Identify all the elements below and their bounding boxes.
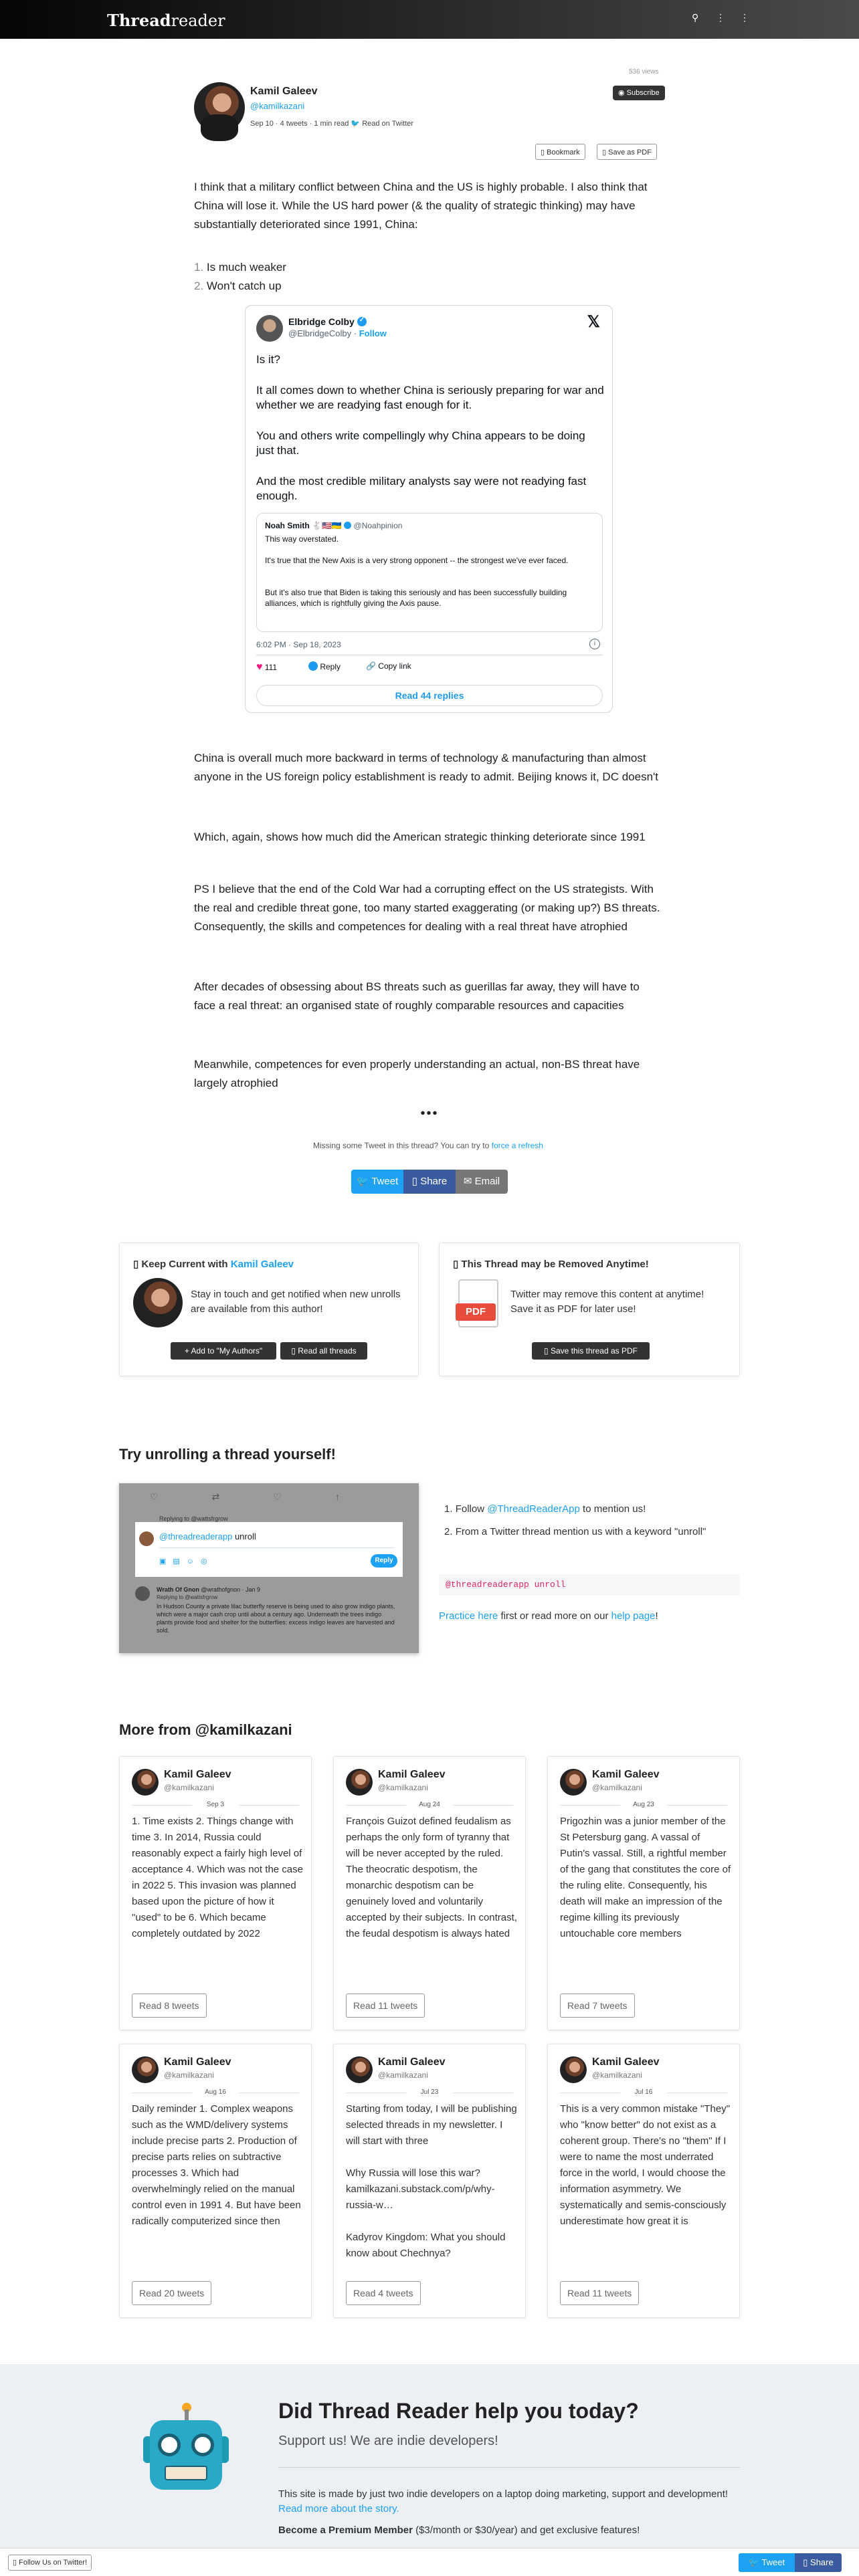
- keep-current-title-text: Keep Current with: [141, 1259, 228, 1270]
- twitter-icon: 🐦: [748, 2557, 762, 2567]
- thread-removed-title-text: This Thread may be Removed Anytime!: [461, 1259, 649, 1270]
- robot-icon: [143, 2403, 229, 2496]
- read-on-twitter-link[interactable]: Read on Twitter: [362, 120, 414, 128]
- embed-author-name[interactable]: [288, 316, 367, 327]
- embed-text: It all comes down to whether China is seriously preparing for war and whether we are readying fast enough for it.: [256, 384, 604, 411]
- embed-timestamp[interactable]: 6:02 PM · Sep 18, 2023: [256, 640, 341, 649]
- unroll-demo-image: [119, 1483, 419, 1653]
- warning-icon: ▯: [453, 1259, 462, 1270]
- keep-current-card: [119, 1243, 419, 1376]
- reply-label: Reply: [320, 662, 341, 671]
- card-date: Aug 24: [346, 1801, 513, 1808]
- keep-current-text: Stay in touch and get notified when new unrolls are available from this author!: [191, 1289, 401, 1315]
- demo-tweet-avatar: [135, 1586, 150, 1601]
- unroll-section-title: Try unrolling a thread yourself!: [119, 1446, 336, 1463]
- demo-replying-2: Replying to @wattsfrgrow: [157, 1594, 218, 1600]
- save-pdf-button[interactable]: [597, 144, 657, 160]
- bookmark-label: Bookmark: [547, 148, 580, 156]
- card-author-handle: @kamilkazani: [592, 1783, 642, 1792]
- tweet-text-4: PS I believe that the end of the Cold War had a corrupting effect on the US strategists. With the real and credible threat gone, too many started exaggerating (or making up?) BS threats. Consequently, the skills and competences for dealing with a real threat have atrophied: [194, 883, 660, 933]
- list-item: [194, 277, 662, 296]
- threadreaderapp-link[interactable]: @ThreadReaderApp: [487, 1503, 580, 1515]
- brand-logo[interactable]: [107, 11, 225, 30]
- card-author-name[interactable]: Kamil Galeev: [378, 2056, 446, 2068]
- list-text: Is much weaker: [206, 261, 286, 274]
- card-avatar[interactable]: [132, 1769, 159, 1796]
- verified-icon: [357, 317, 367, 326]
- more-icon[interactable]: ⋮: [740, 12, 749, 23]
- demo-action-icons: ♡⇄♡↑: [150, 1491, 393, 1502]
- copy-link-label: Copy link: [378, 661, 411, 671]
- card-author-handle: @kamilkazani: [378, 2070, 428, 2080]
- top-nav: [0, 0, 859, 39]
- card-author-name[interactable]: Kamil Galeev: [164, 2056, 231, 2068]
- thread-removed-card: [439, 1243, 740, 1376]
- read-tweets-button[interactable]: Read 20 tweets: [132, 2281, 211, 2305]
- list-number: 2.: [194, 280, 204, 292]
- author-avatar[interactable]: [133, 1278, 183, 1327]
- read-tweets-button[interactable]: Read 4 tweets: [346, 2281, 421, 2305]
- bookmark-button[interactable]: [535, 144, 585, 160]
- robot-eye: [158, 2434, 181, 2456]
- card-body: François Guizot defined feudalism as perhaps the only form of tyranny that will be never accepted by the ruled. The theocratic despotism, the monarchic despotism can be genuinely loved and voluntarily accepted by their subjects. In contrast, the feudal despotism is always hated: [346, 1816, 517, 1939]
- thread-card[interactable]: [119, 1756, 312, 2030]
- card-author-name[interactable]: Kamil Galeev: [592, 1769, 660, 1780]
- quote-text: This way overstated.: [265, 534, 339, 544]
- pdf-file-icon: [458, 1279, 498, 1327]
- ellipsis-icon[interactable]: ⋮: [716, 12, 725, 23]
- help-subtitle: Support us! We are indie developers!: [278, 2434, 498, 2448]
- info-icon[interactable]: i: [589, 639, 600, 649]
- step-2: 2. From a Twitter thread mention us with a keyword "unroll": [444, 1526, 706, 1537]
- embed-author-handle: @ElbridgeColby · Follow: [288, 328, 387, 338]
- card-body: 1. Time exists 2. Things change with time 3. In 2014, Russia could reasonably expect a fairly high level of acceptance 4. Which was not the case in 2022 5. This invasion was planned based upon the picture of how it "used" to be 6. Which became completely outdated by 2022: [132, 1816, 303, 1939]
- save-thread-pdf-button[interactable]: [532, 1342, 650, 1360]
- demo-toolbar-icons: ▣▤☺◎: [159, 1558, 214, 1566]
- email-button[interactable]: [456, 1170, 508, 1194]
- force-refresh-link[interactable]: force a refresh: [491, 1141, 543, 1150]
- demo-tweet-text: In Hudson County a private lilac butterfly reserve is being used to also grow indigo plants, which were a major cash crop until about a century ago. Underneath the trees indigo plants provide food and shelter for the butterflies: excess indigo leaves are harvested and sold.: [157, 1603, 395, 1634]
- tweet-text-5: After decades of obsessing about BS threats such as guerillas far away, they will have to face a real threat: an organised state of roughly comparable resources and capacities: [194, 980, 640, 1012]
- subscribe-label: Subscribe: [626, 89, 660, 97]
- twitter-bird-icon: 🐦: [351, 120, 361, 128]
- embed-text: And the most credible military analysts say were not readying fast enough.: [256, 475, 587, 502]
- add-to-my-authors-button[interactable]: + Add to "My Authors": [171, 1342, 276, 1360]
- missing-tweet-note: [194, 1141, 662, 1150]
- thread-removed-text: Twitter may remove this content at anytime! Save it as PDF for later use!: [510, 1289, 704, 1315]
- card-body: Daily reminder 1. Complex weapons such as the WMD/delivery systems include precise parts 2. Production of precise parts relies on subtractive processes 3. Which had overwhelmingly relied on the manual control even in 1991 4. But have been radically computerized since then: [132, 2103, 301, 2227]
- read-all-label: Read all threads: [298, 1346, 357, 1356]
- embed-name-text: Elbridge Colby: [288, 316, 355, 327]
- share-button[interactable]: [403, 1170, 456, 1194]
- fixed-share-bar: [0, 2548, 859, 2576]
- tweet-label: Tweet: [371, 1176, 399, 1187]
- card-date: Jul 16: [560, 2088, 727, 2096]
- author-name[interactable]: Kamil Galeev: [250, 86, 318, 97]
- tweet-share-button[interactable]: [351, 1170, 403, 1194]
- thread-card[interactable]: [333, 2044, 526, 2318]
- follow-us-label: Follow Us on Twitter!: [19, 2559, 87, 2567]
- card-avatar[interactable]: [346, 2056, 373, 2083]
- follow-link[interactable]: Follow: [359, 328, 387, 338]
- demo-divider: [159, 1547, 395, 1548]
- brand-light: reader: [171, 11, 225, 30]
- keep-current-title: [133, 1258, 294, 1270]
- search-icon[interactable]: ⚲: [692, 12, 699, 23]
- read-story-link[interactable]: Read more about the story.: [278, 2503, 399, 2514]
- card-avatar[interactable]: [346, 1769, 373, 1796]
- embed-text: Is it?: [256, 353, 280, 366]
- read-tweets-button[interactable]: Read 8 tweets: [132, 1994, 207, 2018]
- premium-text: ($3/month or $30/year) and get exclusive features!: [415, 2525, 640, 2536]
- reply-button[interactable]: [308, 661, 341, 671]
- quote-handle: @Noahpinion: [353, 521, 403, 530]
- twitter-icon: ▯: [13, 2559, 19, 2567]
- help-page-link[interactable]: help page: [611, 1610, 656, 1622]
- link-icon: 🔗: [366, 661, 376, 671]
- embed-handle-text: @ElbridgeColby: [288, 328, 352, 338]
- list-text: Won't catch up: [206, 280, 282, 292]
- robot-mouth: [165, 2466, 207, 2480]
- list-icon: ▯: [291, 1346, 298, 1356]
- demo-reply-box: [135, 1522, 403, 1577]
- missing-text: Missing some Tweet in this thread? You can try to: [313, 1141, 490, 1150]
- verified-icon: [344, 522, 351, 529]
- card-author-name[interactable]: Kamil Galeev: [378, 1769, 446, 1780]
- step2-text: From a Twitter thread mention us with a keyword "unroll": [455, 1526, 706, 1537]
- demo-avatar: [139, 1531, 154, 1546]
- share-icon: ▯: [411, 1176, 421, 1187]
- brand-bold: Thread: [107, 11, 171, 30]
- unroll-steps: [444, 1502, 739, 1539]
- read-tweets-button[interactable]: Read 11 tweets: [346, 1994, 425, 2018]
- help-title: Did Thread Reader help you today?: [278, 2399, 639, 2423]
- card-author-handle: @kamilkazani: [378, 1783, 428, 1792]
- premium-link[interactable]: Become a Premium Member: [278, 2525, 413, 2536]
- card-date: Sep 3: [132, 1801, 299, 1808]
- list-number: 1.: [194, 261, 204, 274]
- thread-meta: [250, 119, 413, 128]
- fixed-share-button[interactable]: [795, 2553, 842, 2572]
- tweet-text-2: China is overall much more backward in terms of technology & manufacturing than almost anyone in the US foreign policy establishment is ready to admit. Beijing knows it, DC doesn't: [194, 752, 658, 783]
- share-icon: ▯: [803, 2557, 811, 2567]
- read-tweets-button[interactable]: Read 11 tweets: [560, 2281, 639, 2305]
- card-author-handle: @kamilkazani: [592, 2070, 642, 2080]
- thread-removed-title: [453, 1258, 649, 1270]
- embed-avatar[interactable]: [256, 315, 283, 342]
- like-button[interactable]: [256, 661, 277, 673]
- thread-meta-text: Sep 10 · 4 tweets · 1 min read: [250, 120, 349, 128]
- help-text-body: This site is made by just two indie developers on a laptop doing marketing, support and development!: [278, 2488, 729, 2500]
- thread-card[interactable]: [333, 1756, 526, 2030]
- demo-mention: @threadreaderapp: [159, 1531, 233, 1541]
- tweet-text-3: Which, again, shows how much did the American strategic thinking deteriorate since 1991: [194, 831, 646, 843]
- quote-header: [265, 520, 593, 531]
- thread-card[interactable]: [547, 1756, 740, 2030]
- bookmark-icon: ▯: [541, 148, 547, 156]
- quote-author-name: Noah Smith 🐇🇺🇸🇺🇦: [265, 521, 342, 530]
- card-author-name[interactable]: Kamil Galeev: [164, 1769, 231, 1780]
- x-logo-icon[interactable]: 𝕏: [587, 313, 600, 331]
- fixed-tweet-button[interactable]: [739, 2553, 795, 2572]
- quote-text: But it's also true that Biden is taking this seriously and has been successfully building alliances, which is rightfully giving the Axis pause.: [265, 588, 567, 608]
- demo-reply-button: Reply: [371, 1554, 397, 1568]
- tweet-text-1: I think that a military conflict between China and the US is highly probable. I also think that China will lose it. While the US hard power (& the quality of strategic thinking) may have substantially deteriorated since 1991, China:: [194, 181, 648, 231]
- card-avatar[interactable]: [132, 2056, 159, 2083]
- demo-tweet-name: Wrath Of Gnon: [157, 1586, 199, 1593]
- twitter-icon: 🐦: [356, 1176, 372, 1187]
- card-date: Jul 23: [346, 2088, 513, 2096]
- share-label: Share: [420, 1176, 448, 1187]
- card-author-handle: @kamilkazani: [164, 1783, 214, 1792]
- demo-input: @threadreaderapp unroll: [159, 1531, 256, 1541]
- fixed-tweet-label: Tweet: [761, 2557, 785, 2567]
- thread-end-ellipsis: •••: [420, 1106, 439, 1121]
- demo-tweet-header: [157, 1586, 260, 1593]
- robot-eye: [191, 2434, 214, 2456]
- premium-line: [278, 2525, 640, 2536]
- read-tweets-button[interactable]: Read 7 tweets: [560, 1994, 635, 2018]
- tweet-list: [194, 258, 662, 296]
- embedded-tweet[interactable]: [245, 305, 613, 713]
- save-pdf-label: Save as PDF: [608, 148, 652, 156]
- practice-line: [439, 1610, 658, 1622]
- demo-replying: Replying to @wattsfrgrow: [159, 1515, 228, 1522]
- divider: [278, 2467, 740, 2468]
- quote-text: It's true that the New Axis is a very strong opponent -- the strongest we've ever faced.: [265, 556, 569, 565]
- pdf-icon: ▯: [602, 148, 609, 156]
- card-date: Aug 16: [132, 2088, 299, 2096]
- support-section: [0, 2364, 859, 2576]
- step1-pre: Follow: [455, 1503, 485, 1515]
- tweet-text-6: Meanwhile, competences for even properly understanding an actual, non-BS threat have largely atrophied: [194, 1058, 640, 1089]
- card-avatar[interactable]: [560, 2056, 587, 2083]
- card-author-name[interactable]: Kamil Galeev: [592, 2056, 660, 2068]
- list-item: [194, 258, 662, 277]
- bell-icon: ◉: [618, 89, 627, 97]
- robot-head: [150, 2420, 222, 2490]
- step1-post: to mention us!: [583, 1503, 646, 1515]
- save-thread-pdf-label: Save this thread as PDF: [550, 1346, 638, 1356]
- card-body: This is a very common mistake "They" who "know better" do not exist as a coherent group. There's no "them" If I were to name the most underrated force in the world, I would choose the information asymmetry. We systematically and semis-consciously underestimate how great it is: [560, 2103, 731, 2227]
- like-count: 111: [264, 663, 278, 672]
- email-icon: ✉: [463, 1176, 475, 1187]
- heart-icon: ♥: [256, 661, 263, 673]
- unroll-code: @threadreaderapp unroll: [439, 1574, 740, 1596]
- author-avatar[interactable]: [194, 82, 245, 133]
- thread-card[interactable]: [119, 2044, 312, 2318]
- embed-text: You and others write compellingly why China appears to be doing just that.: [256, 429, 585, 457]
- pdf-icon: ▯: [544, 1346, 551, 1356]
- practice-end: !: [655, 1610, 658, 1622]
- thread-card[interactable]: [547, 2044, 740, 2318]
- step-1: 1. Follow @ThreadReaderApp to mention us!: [444, 1503, 646, 1515]
- card-body: Prigozhin was a junior member of the St Petersburg gang. A vassal of Putin's vassal. Still, a rightful member of the gang that constitutes the core of the ruling elite. Consequently, his death will make an impression of the regime killing its previously untouchable core members: [560, 1816, 731, 1939]
- read-replies-button[interactable]: Read 44 replies: [256, 685, 603, 706]
- author-handle[interactable]: @kamilkazani: [250, 101, 305, 111]
- pdf-badge: PDF: [456, 1303, 496, 1321]
- help-text: [278, 2487, 733, 2516]
- read-all-threads-button[interactable]: [280, 1342, 367, 1360]
- practice-here-link[interactable]: Practice here: [439, 1610, 498, 1622]
- reply-icon: [308, 661, 318, 671]
- more-from-title: More from @kamilkazani: [119, 1721, 292, 1738]
- card-avatar[interactable]: [560, 1769, 587, 1796]
- demo-tweet-handle: @wrathofgnon · Jan 9: [201, 1586, 261, 1593]
- view-count: 536 views: [629, 68, 659, 76]
- card-body: Starting from today, I will be publishing selected threads in my newsletter. I will start with three Why Russia will lose this war? kamilkazani.substack.com/p/why-russia-w… Kadyrov Kingdom: What you should know about Chechnya?: [346, 2103, 517, 2259]
- card-date: Aug 23: [560, 1801, 727, 1808]
- fixed-share-label: Share: [810, 2557, 834, 2567]
- follow-us-button[interactable]: [8, 2555, 92, 2571]
- practice-mid: first or read more on our: [500, 1610, 609, 1622]
- bell-icon: ▯: [133, 1259, 142, 1270]
- email-label: Email: [474, 1176, 500, 1187]
- author-link[interactable]: Kamil Galeev: [230, 1259, 294, 1270]
- copy-link-button[interactable]: [366, 661, 411, 671]
- quoted-tweet[interactable]: [256, 513, 603, 632]
- subscribe-button[interactable]: [613, 86, 665, 100]
- card-author-handle: @kamilkazani: [164, 2070, 214, 2080]
